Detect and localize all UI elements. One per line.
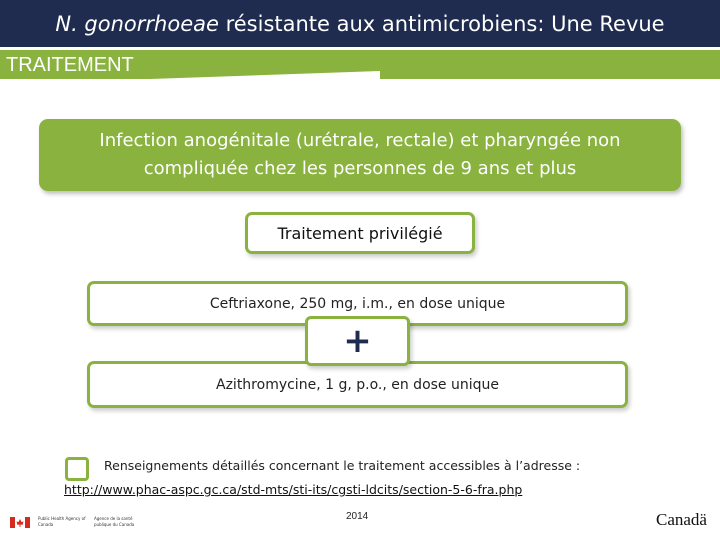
- government-signature: [10, 514, 150, 532]
- slide-title-rest: résistante aux antimicrobiens: Une Revue: [218, 11, 665, 36]
- plus-icon: +: [343, 321, 372, 361]
- section-header: [0, 50, 720, 79]
- agency-name-en: Public Health Agency of Canada: [38, 516, 86, 527]
- footer-year: 2014: [346, 511, 369, 522]
- canada-wordmark: Canadä: [656, 510, 707, 529]
- condition-box: [39, 119, 681, 191]
- checkbox-icon: [65, 457, 89, 481]
- section-divider-shape: [150, 71, 380, 79]
- section-label: TRAITEMENT: [6, 54, 134, 76]
- plus-connector: [305, 316, 410, 366]
- drug-text-ceftriaxone: Ceftriaxone, 250 mg, i.m., en dose unique: [209, 295, 506, 312]
- reference-link[interactable]: http://www.phac-aspc.gc.ca/std-mts/sti-its/cgsti-ldcits/section-5-6-fra.php: [64, 482, 523, 497]
- slide-title-organism: N. gonorrhoeae: [55, 11, 219, 36]
- reference-text: Renseignements détaillés concernant le traitement accessibles à l’adresse :: [104, 458, 581, 473]
- condition-text: Infection anogénitale (urétrale, rectale) et pharyngée non compliquée chez les personnes de 9 ans et plus: [99, 130, 621, 179]
- agency-name-fr: Agence de la santé publique du Canada: [94, 516, 135, 527]
- slide-title: [0, 0, 720, 47]
- drug-box-azithromycin: [87, 361, 628, 408]
- preferred-treatment-label: Traitement privilégié: [277, 223, 443, 243]
- preferred-treatment-box: [245, 212, 475, 254]
- drug-text-azithromycin: Azithromycine, 1 g, p.o., en dose unique: [216, 376, 499, 393]
